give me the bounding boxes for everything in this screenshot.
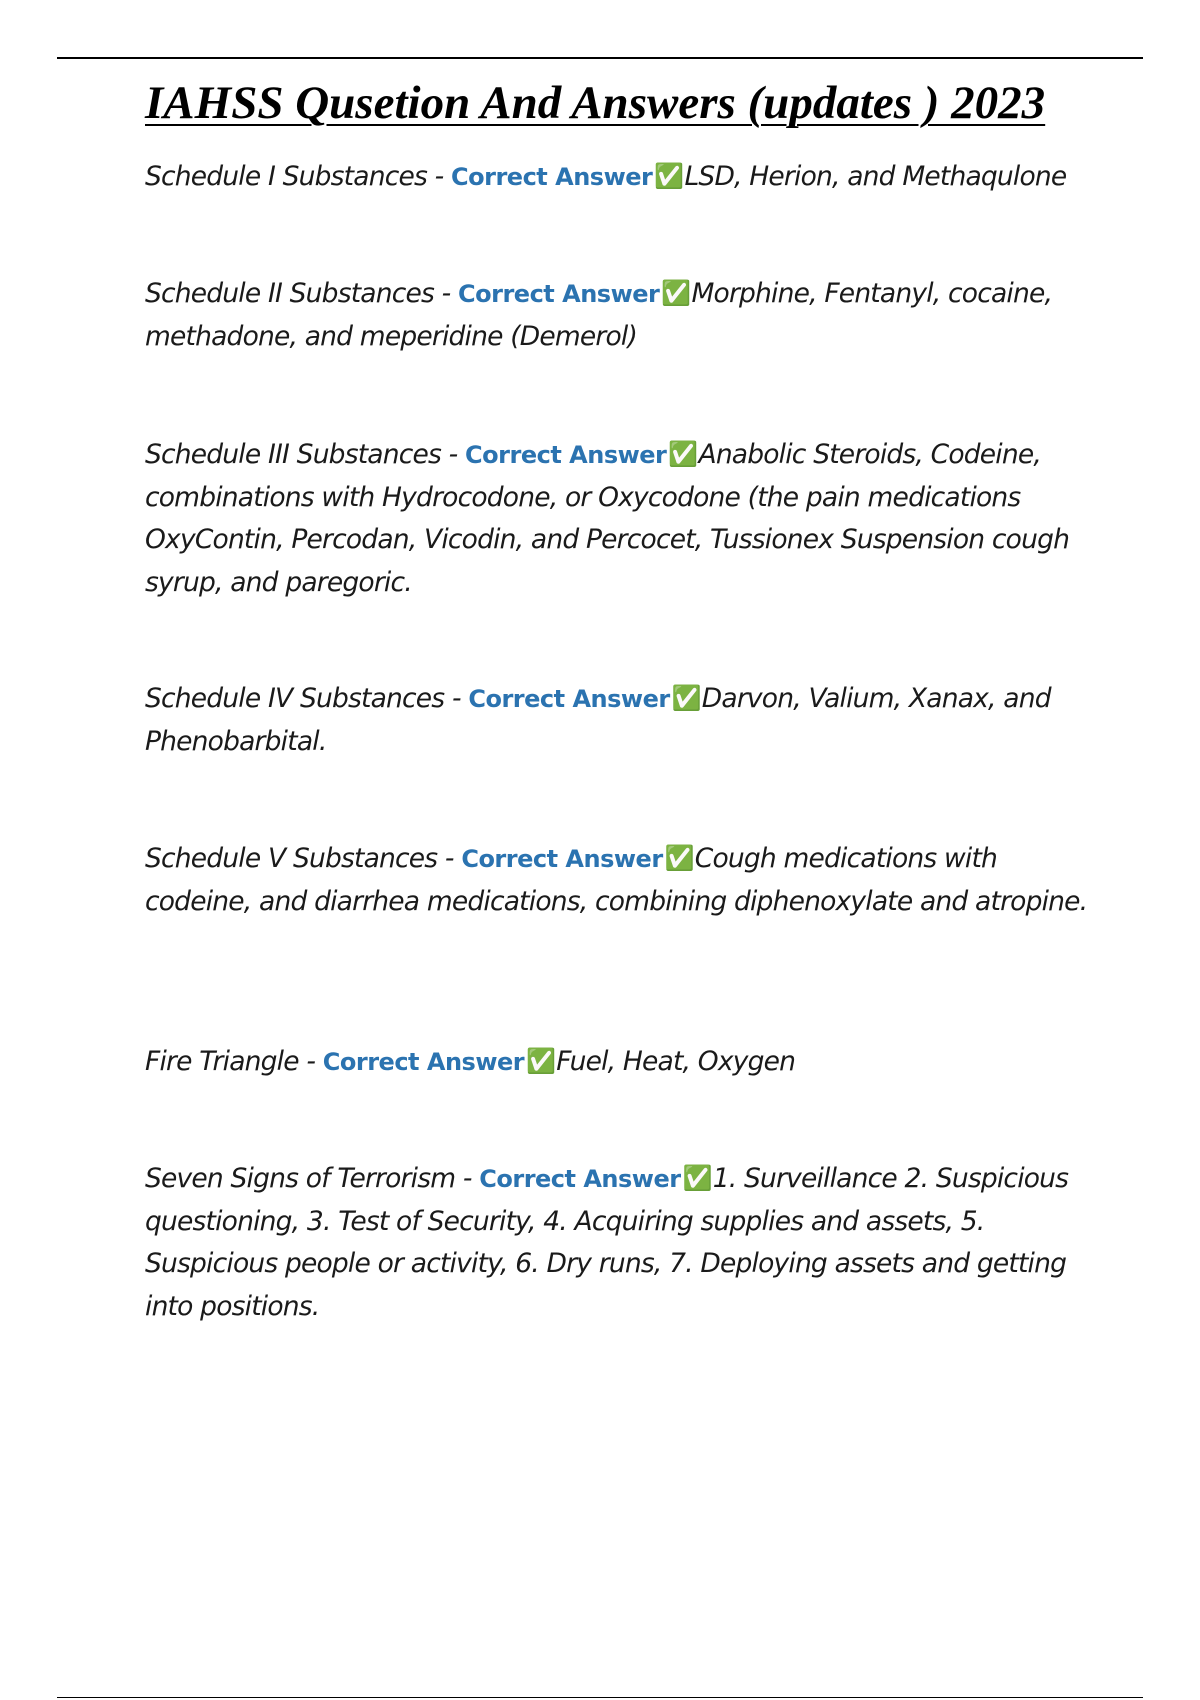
question-text: Fire Triangle — [145, 1046, 299, 1077]
correct-answer-label: Correct Answer — [322, 1048, 525, 1076]
check-icon: ✅ — [654, 162, 684, 190]
answer-text: Morphine, Fentanyl, cocaine, methadone, and meperidine (Demerol) — [145, 278, 1053, 352]
qa-item-schedule-5 — [145, 837, 1095, 923]
qa-item-fire-triangle — [145, 1040, 1095, 1084]
answer-text: 1. Surveillance 2. Suspicious questioning, 3. Test of Security, 4. Acquiring supplies and assets, 5. Suspicious people or activity, 6. Dry runs, 7. Deploying assets and getting into positions. — [145, 1163, 1069, 1322]
answer-text: Cough medications with codeine, and diarrhea medications, combining diphenoxylate and atropine. — [145, 843, 1088, 917]
correct-answer-label: Correct Answer — [465, 441, 667, 469]
separator: - — [434, 278, 459, 309]
correct-answer-label: Correct Answer — [479, 1165, 681, 1193]
correct-answer-label: Correct Answer — [468, 685, 670, 713]
question-text: Schedule IV Substances — [145, 683, 445, 714]
separator: - — [427, 161, 452, 192]
answer-text: Anabolic Steroids, Codeine, combinations with Hydrocodone, or Oxycodone (the pain medications OxyContin, Percodan, Vicodin, and Percocet, Tussionex Suspension cough syrup, and paregoric. — [145, 439, 1070, 598]
correct-answer-label: Correct Answer — [458, 280, 660, 308]
check-icon: ✅ — [682, 1164, 712, 1192]
correct-answer-label: Correct Answer — [461, 845, 663, 873]
question-text: Schedule V Substances — [145, 843, 438, 874]
correct-answer-label: Correct Answer — [451, 163, 653, 191]
separator: - — [437, 843, 462, 874]
check-icon: ✅ — [664, 844, 694, 872]
qa-item-schedule-2 — [145, 272, 1095, 358]
question-text: Schedule III Substances — [145, 439, 442, 470]
separator: - — [298, 1046, 323, 1077]
answer-text: LSD, Herion, and Methaqulone — [684, 161, 1067, 192]
check-icon: ✅ — [661, 279, 691, 307]
page-title: IAHSS Qusetion And Answers (updates ) 2023 — [145, 77, 1046, 129]
question-text: Schedule I Substances — [145, 161, 427, 192]
top-divider — [57, 57, 1143, 59]
answer-text: Fuel, Heat, Oxygen — [556, 1046, 796, 1077]
answer-text: Darvon, Valium, Xanax, and Phenobarbital. — [145, 683, 1051, 757]
question-text: Schedule II Substances — [145, 278, 435, 309]
check-icon: ✅ — [671, 684, 701, 712]
separator: - — [455, 1163, 480, 1194]
separator: - — [441, 439, 466, 470]
qa-item-schedule-4 — [145, 677, 1095, 763]
qa-item-schedule-1 — [145, 155, 1095, 199]
qa-item-schedule-3 — [145, 433, 1095, 604]
check-icon: ✅ — [526, 1047, 556, 1075]
separator: - — [444, 683, 469, 714]
bottom-divider — [57, 1697, 1143, 1698]
question-text: Seven Signs of Terrorism — [145, 1163, 456, 1194]
check-icon: ✅ — [668, 440, 698, 468]
qa-item-terrorism-signs — [145, 1157, 1095, 1328]
